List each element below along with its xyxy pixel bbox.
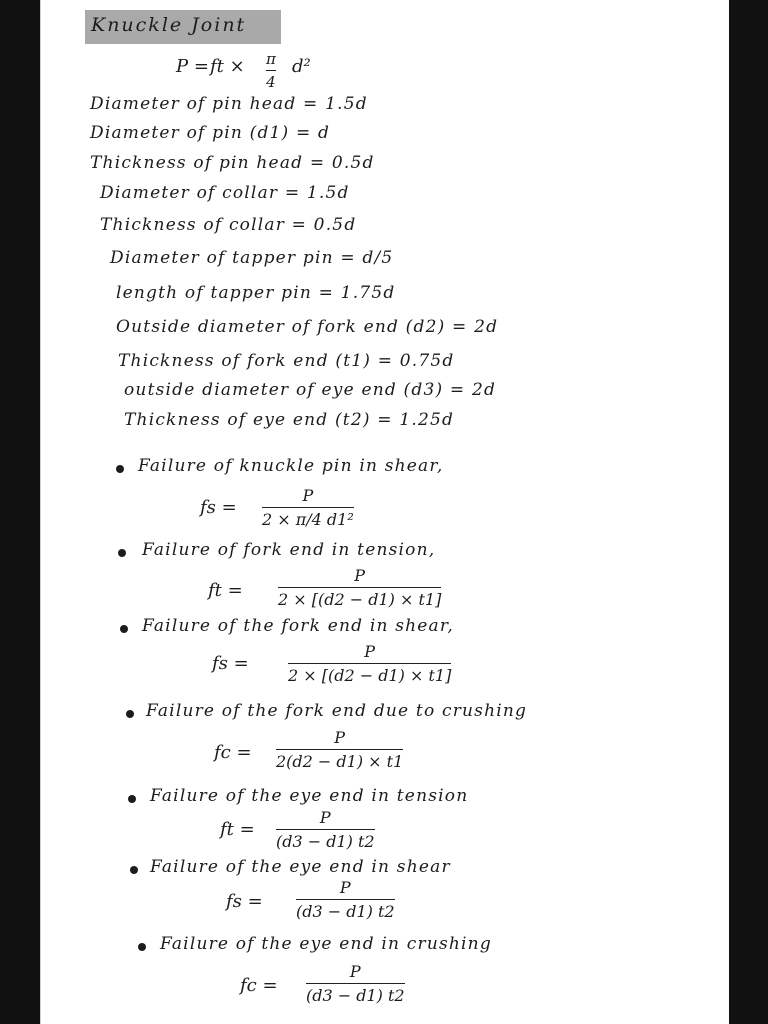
- pi-denominator: 4: [266, 73, 276, 91]
- bullet-icon: [120, 625, 128, 633]
- dimension-line: Outside diameter of fork end (d2) = 2d: [116, 317, 499, 337]
- failure-lhs: ft =: [208, 580, 243, 601]
- failure-fraction: [288, 642, 451, 685]
- dimension-line: Diameter of pin (d1) = d: [90, 123, 331, 143]
- dimension-line: Thickness of fork end (t1) = 0.75d: [118, 351, 455, 371]
- failure-heading: Failure of knuckle pin in shear,: [138, 456, 444, 476]
- fraction-numerator: P: [276, 728, 403, 750]
- fraction-denominator: 2 × π/4 d1²: [262, 510, 354, 529]
- dimension-line: Diameter of tapper pin = d/5: [110, 248, 394, 268]
- failure-lhs: fs =: [200, 497, 237, 518]
- failure-heading: Failure of the fork end due to crushing: [146, 701, 528, 721]
- dimension-line: Thickness of collar = 0.5d: [100, 215, 357, 235]
- fraction-denominator: (d3 − d1) t2: [296, 902, 395, 921]
- failure-lhs: fc =: [240, 975, 278, 996]
- dimension-line: outside diameter of eye end (d3) = 2d: [124, 380, 497, 400]
- failure-fraction: [276, 808, 375, 851]
- load-formula-lhs: P =: [176, 56, 209, 77]
- bullet-icon: [118, 549, 126, 557]
- failure-heading: Failure of the eye end in shear: [150, 857, 451, 877]
- load-formula-pi-fraction: [266, 50, 276, 91]
- failure-fraction: [278, 566, 441, 609]
- bullet-icon: [128, 795, 136, 803]
- failure-fraction: [262, 486, 354, 529]
- page-title: Knuckle Joint: [91, 14, 247, 36]
- dimension-line: Diameter of collar = 1.5d: [100, 183, 350, 203]
- fraction-denominator: 2 × [(d2 − d1) × t1]: [288, 666, 452, 685]
- fraction-denominator: 2(d2 − d1) × t1: [276, 752, 404, 771]
- dimension-line: Thickness of eye end (t2) = 1.25d: [124, 410, 455, 430]
- failure-heading: Failure of the eye end in tension: [150, 786, 469, 806]
- dimension-line: Thickness of pin head = 0.5d: [90, 153, 375, 173]
- failure-lhs: fs =: [226, 891, 263, 912]
- failure-lhs: fs =: [212, 653, 249, 674]
- pi-numerator: π: [266, 50, 276, 71]
- dimension-line: length of tapper pin = 1.75d: [116, 283, 396, 303]
- dimension-line: Diameter of pin head = 1.5d: [90, 94, 368, 114]
- failure-heading: Failure of fork end in tension,: [142, 540, 436, 560]
- load-formula-factor: ft ×: [210, 56, 245, 77]
- fraction-numerator: P: [306, 962, 405, 984]
- fraction-denominator: 2 × [(d2 − d1) × t1]: [278, 590, 442, 609]
- bullet-icon: [126, 710, 134, 718]
- failure-fraction: [276, 728, 403, 771]
- fraction-numerator: P: [276, 808, 375, 830]
- failure-lhs: ft =: [220, 819, 255, 840]
- fraction-denominator: (d3 − d1) t2: [276, 832, 375, 851]
- fraction-numerator: P: [278, 566, 441, 588]
- fraction-numerator: P: [288, 642, 451, 664]
- failure-fraction: [296, 878, 395, 921]
- bullet-icon: [130, 866, 138, 874]
- failure-fraction: [306, 962, 405, 1005]
- title-highlight: [85, 10, 281, 44]
- fraction-numerator: P: [262, 486, 354, 508]
- bullet-icon: [138, 943, 146, 951]
- fraction-numerator: P: [296, 878, 395, 900]
- failure-lhs: fc =: [214, 742, 252, 763]
- bullet-icon: [116, 465, 124, 473]
- load-formula-tail: d²: [292, 56, 311, 77]
- failure-heading: Failure of the fork end in shear,: [142, 616, 454, 636]
- failure-heading: Failure of the eye end in crushing: [160, 934, 492, 954]
- fraction-denominator: (d3 − d1) t2: [306, 986, 405, 1005]
